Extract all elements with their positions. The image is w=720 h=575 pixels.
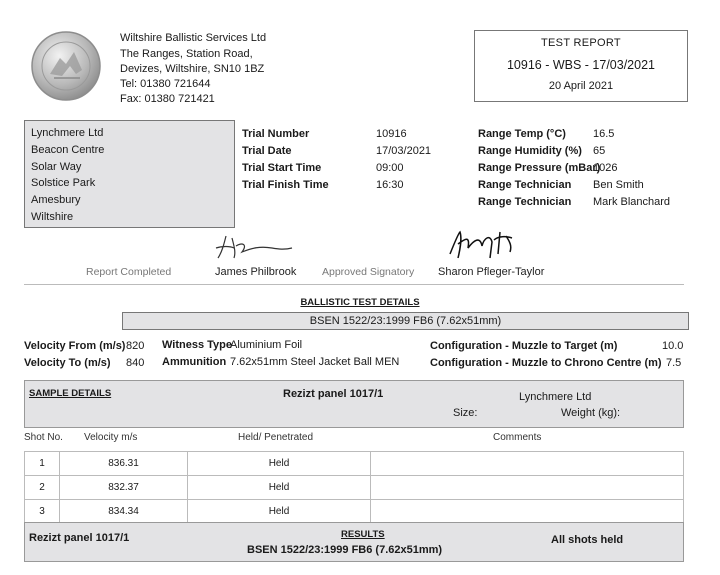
trial-date-value: 17/03/2021 xyxy=(376,145,432,157)
result-cell: Held xyxy=(188,452,371,476)
test-standard-box: BSEN 1522/23:1999 FB6 (7.62x51mm) xyxy=(122,312,689,330)
sample-weight-label: Weight (kg): xyxy=(561,407,621,419)
report-completed-name: James Philbrook xyxy=(215,266,297,278)
table-row xyxy=(25,476,684,500)
range-pressure-value: 1026 xyxy=(593,162,618,174)
velocity-to-label: Velocity To (m/s) xyxy=(24,357,111,369)
trial-date-label: Trial Date xyxy=(242,145,292,157)
velocity-cell: 836.31 xyxy=(60,452,188,476)
range-technician-1-label: Range Technician xyxy=(478,179,572,191)
header-held-penetrated: Held/ Penetrated xyxy=(238,432,314,443)
results-summary: All shots held xyxy=(551,534,624,546)
ammunition-value: 7.62x51mm Steel Jacket Ball MEN xyxy=(230,356,400,368)
trial-number-value: 10916 xyxy=(376,128,407,140)
witness-type-label: Witness Type xyxy=(162,339,232,351)
velocity-cell: 832.37 xyxy=(60,476,188,500)
comment-cell xyxy=(371,500,684,524)
range-technician-2-value: Mark Blanchard xyxy=(593,196,671,208)
sample-size-label: Size: xyxy=(453,407,478,419)
results-panel-name: Rezizt panel 1017/1 xyxy=(29,532,130,544)
range-technician-1-value: Ben Smith xyxy=(593,179,644,191)
range-temp-value: 16.5 xyxy=(593,128,615,140)
results-title: RESULTS xyxy=(341,529,385,540)
report-number: 10916 - WBS - 17/03/2021 xyxy=(506,58,655,72)
trial-finish-value: 16:30 xyxy=(376,179,404,191)
ammunition-label: Ammunition xyxy=(162,356,227,368)
shot-number-cell: 3 xyxy=(25,500,60,524)
company-fax: Fax: 01380 721421 xyxy=(120,93,215,105)
client-line: Solstice Park xyxy=(31,177,96,190)
result-cell: Held xyxy=(188,476,371,500)
signature-sharon-icon xyxy=(440,228,530,262)
sample-details-box xyxy=(24,380,684,428)
range-humidity-value: 65 xyxy=(593,145,606,157)
client-line: Solar Way xyxy=(31,160,82,173)
muzzle-to-target-value: 10.0 xyxy=(662,340,684,352)
sample-details-title: SAMPLE DETAILS xyxy=(29,388,112,399)
muzzle-to-target-label: Configuration - Muzzle to Target (m) xyxy=(430,340,618,352)
approved-signatory-label: Approved Signatory xyxy=(322,266,415,278)
company-name: Wiltshire Ballistic Services Ltd xyxy=(120,32,267,44)
range-technician-2-label: Range Technician xyxy=(478,196,572,208)
shots-table xyxy=(24,451,684,524)
velocity-cell: 834.34 xyxy=(60,500,188,524)
comment-cell xyxy=(371,452,684,476)
range-temp-label: Range Temp (°C) xyxy=(478,128,566,140)
muzzle-to-chrono-label: Configuration - Muzzle to Chrono Centre (m) xyxy=(430,357,662,369)
velocity-from-value: 820 xyxy=(126,340,145,352)
sample-manufacturer: Lynchmere Ltd xyxy=(519,391,592,403)
trial-number-label: Trial Number xyxy=(242,128,310,140)
approved-signatory-name: Sharon Pfleger-Taylor xyxy=(438,266,545,278)
test-report-box xyxy=(474,30,688,102)
comment-cell xyxy=(371,476,684,500)
signature-divider xyxy=(24,284,684,285)
velocity-from-label: Velocity From (m/s) xyxy=(24,340,126,352)
company-tel: Tel: 01380 721644 xyxy=(120,78,211,90)
results-box xyxy=(24,522,684,562)
results-standard: BSEN 1522/23:1999 FB6 (7.62x51mm) xyxy=(247,544,443,556)
client-line: Wiltshire xyxy=(31,210,74,223)
report-title: TEST REPORT xyxy=(541,37,621,49)
client-line: Lynchmere Ltd xyxy=(31,127,104,139)
trial-start-label: Trial Start Time xyxy=(242,162,322,174)
table-row xyxy=(25,500,684,524)
witness-type-value: Aluminium Foil xyxy=(230,339,303,351)
ballistic-test-details-title: BALLISTIC TEST DETAILS xyxy=(300,297,420,308)
shot-number-cell: 2 xyxy=(25,476,60,500)
company-address-line1: The Ranges, Station Road, xyxy=(120,48,253,60)
report-completed-label: Report Completed xyxy=(86,266,172,278)
trial-finish-label: Trial Finish Time xyxy=(242,179,329,191)
header-shot-no: Shot No. xyxy=(24,432,63,443)
trial-start-value: 09:00 xyxy=(376,162,404,174)
header-velocity: Velocity m/s xyxy=(84,432,138,443)
range-humidity-label: Range Humidity (%) xyxy=(478,145,582,157)
muzzle-to-chrono-value: 7.5 xyxy=(666,357,682,369)
client-line: Amesbury xyxy=(31,194,81,207)
result-cell: Held xyxy=(188,500,371,524)
client-line: Beacon Centre xyxy=(31,143,105,156)
client-address-box xyxy=(24,120,235,228)
table-row xyxy=(25,452,684,476)
report-date: 20 April 2021 xyxy=(548,80,614,92)
header-comments: Comments xyxy=(493,432,542,443)
sample-panel-name: Rezizt panel 1017/1 xyxy=(283,388,384,400)
range-pressure-label: Range Pressure (mBar) xyxy=(478,162,601,174)
shot-number-cell: 1 xyxy=(25,452,60,476)
company-address-line2: Devizes, Wiltshire, SN10 1BZ xyxy=(120,63,265,75)
company-seal-icon xyxy=(30,30,102,102)
signature-james-icon xyxy=(212,232,302,262)
velocity-to-value: 840 xyxy=(126,357,145,369)
